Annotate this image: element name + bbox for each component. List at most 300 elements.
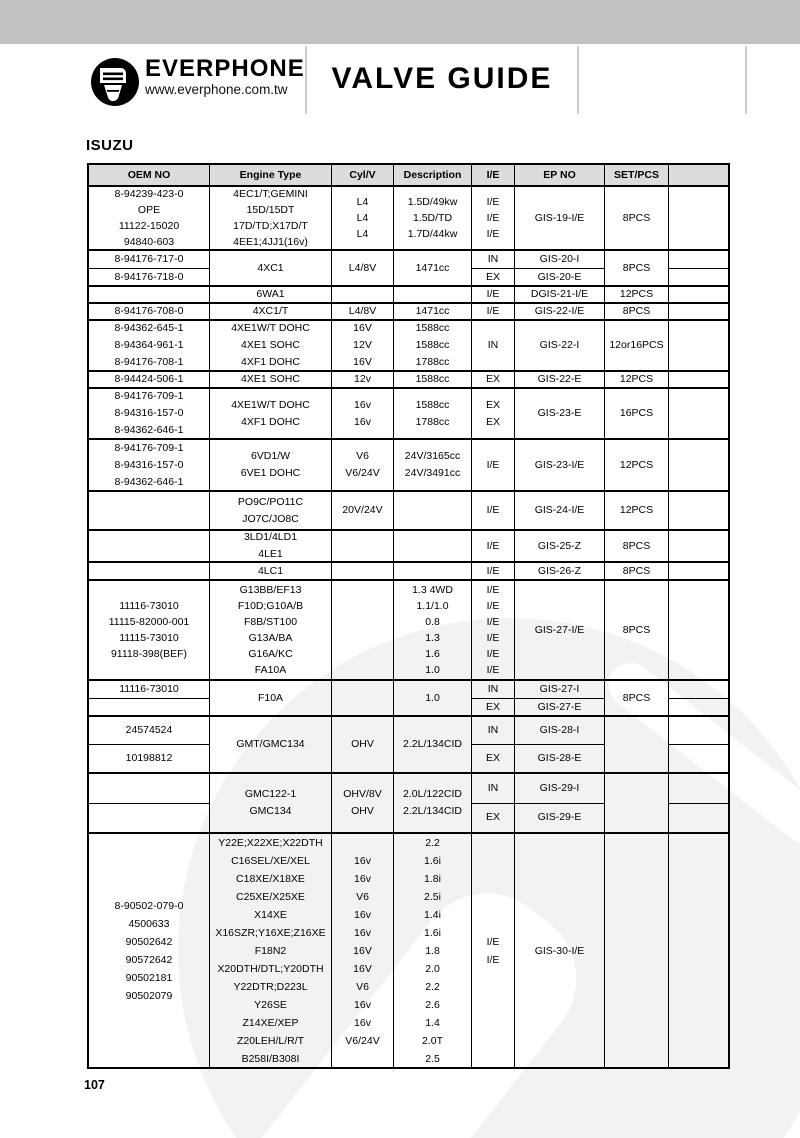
cell-text: 1.5D/TD (412, 212, 453, 224)
table-cell (604, 563, 668, 579)
cell-text: C16SEL/XE/XEL (231, 854, 310, 867)
table-subcell (89, 774, 209, 803)
cell-text: EX (485, 271, 500, 283)
cell-text: 8PCS (622, 212, 651, 224)
cell-text: 16v (354, 872, 371, 885)
table-subcell (669, 681, 728, 698)
cell-text: 2.0 (425, 962, 440, 975)
table-cell (604, 531, 668, 561)
table-cell (393, 563, 471, 579)
table-cell (209, 717, 331, 772)
table-cell (393, 440, 471, 490)
table-cell (89, 563, 209, 579)
cell-text: 16V (353, 944, 372, 957)
column-header: OEM NO (89, 165, 209, 185)
cell-text: OPE (137, 204, 161, 216)
table-cell (514, 717, 604, 772)
cell-text: 1.1/1.0 (416, 600, 449, 612)
table-cell (393, 389, 471, 438)
cell-text: 12PCS (619, 504, 654, 516)
column-header: I/E (471, 165, 514, 185)
cell-text: 11116-73010 (119, 683, 179, 695)
cell-text: 8-94316-157-0 (114, 407, 184, 419)
cell-text: 11122-15020 (118, 220, 180, 232)
table-cell (89, 834, 209, 1067)
cell-text: 16v (354, 398, 371, 411)
table-cell (471, 372, 514, 387)
cell-text: GIS-27-I (539, 683, 580, 695)
table-cell (604, 389, 668, 438)
cell-text: EX (485, 373, 500, 385)
table-row-group (89, 185, 728, 249)
table-subcell (89, 268, 209, 285)
table-subcell (472, 803, 514, 833)
cell-text: 90502642 (125, 935, 173, 948)
table-subcell (515, 803, 604, 833)
table-row-group (89, 561, 728, 579)
cell-text: EX (485, 701, 500, 713)
cell-text: 8-94362-646-1 (114, 424, 184, 436)
table-cell (393, 774, 471, 832)
cell-text: 4LE1 (258, 548, 283, 560)
cell-text: IN (487, 724, 499, 736)
table-cell (331, 287, 393, 302)
table-cell (668, 717, 728, 772)
table-cell (209, 251, 331, 285)
cell-text: 17D/TD;X17D/T (233, 220, 308, 232)
cell-text: F10D;G10A/B (237, 600, 304, 612)
cell-text: Y22DTR;D223L (233, 980, 308, 993)
table-cell (331, 321, 393, 370)
masthead-divider-mid (577, 46, 579, 114)
table-cell (604, 681, 668, 715)
table-subcell (472, 681, 514, 698)
cell-text: 8PCS (622, 539, 651, 552)
table-subcell (89, 698, 209, 715)
cell-text: GIS-29-I (539, 781, 580, 794)
cell-text: GIS-24-I/E (534, 504, 585, 516)
cell-text: 94840-603 (123, 236, 175, 248)
table-cell (89, 187, 209, 249)
cell-text: 16PCS (619, 407, 654, 419)
cell-text: 4XC1/T (252, 305, 289, 317)
top-bar (0, 0, 800, 44)
table-cell (209, 187, 331, 249)
table-cell (393, 834, 471, 1067)
table-cell (514, 389, 604, 438)
table-subcell (89, 251, 209, 268)
table-cell (209, 440, 331, 490)
table-cell (89, 251, 209, 285)
table-cell (89, 321, 209, 370)
table-cell (89, 304, 209, 319)
table-cell (331, 531, 393, 561)
cell-text: OHV (351, 738, 374, 750)
table-cell (393, 492, 471, 529)
cell-text: X20DTH/DTL;Y20DTH (217, 962, 324, 975)
table-cell (668, 834, 728, 1067)
cell-text: I/E (486, 228, 500, 240)
table-cell (471, 531, 514, 561)
table-cell (89, 581, 209, 679)
table-cell (471, 304, 514, 319)
table-cell (209, 287, 331, 302)
cell-text (361, 1050, 364, 1068)
column-header: Engine Type (209, 165, 331, 185)
cell-text: C18XE/X18XE (236, 872, 305, 885)
cell-text: I/E (486, 539, 500, 552)
cell-text: 16V (353, 356, 372, 368)
cell-text: OHV/8V (343, 788, 382, 800)
column-header: Description (393, 165, 471, 185)
brand-block (145, 56, 305, 98)
cell-text: I/E (486, 504, 500, 516)
table-subcell (89, 681, 209, 698)
cell-text: I/E (486, 632, 500, 644)
cell-text: B258I/B308I (241, 1052, 300, 1065)
cell-text: EX (485, 398, 500, 411)
table-cell (514, 774, 604, 832)
table-cell (209, 321, 331, 370)
cell-text: X16SZR;Y16XE;Z16XE (215, 926, 326, 939)
table-cell (89, 440, 209, 490)
table-subcell (515, 268, 604, 285)
cell-text: 2.0T (421, 1034, 443, 1047)
table-cell (471, 251, 514, 285)
cell-text: GIS-22-E (537, 373, 582, 385)
table-subcell (515, 681, 604, 698)
cell-text: 16v (354, 1016, 371, 1029)
table-cell (331, 187, 393, 249)
table-cell (209, 681, 331, 715)
cell-text: 8-94176-708-1 (114, 356, 184, 368)
column-header (668, 165, 728, 185)
cell-text: 8-94424-506-1 (114, 373, 184, 385)
cell-text: JO7C/JO8C (242, 512, 299, 525)
table-cell (393, 681, 471, 715)
cell-text: 1471cc (415, 261, 450, 274)
cell-text: 4XF1 DOHC (241, 356, 300, 368)
cell-text: I/E (486, 648, 500, 660)
table-cell (668, 304, 728, 319)
table-cell (668, 581, 728, 679)
everphone-logo-icon (90, 57, 140, 107)
cell-text: 16V (353, 322, 372, 334)
cell-text: GMC122-1 (244, 788, 297, 800)
cell-text: 2.2 (425, 980, 440, 993)
cell-text: F8B/ST100 (243, 616, 298, 628)
cell-text: OHV (351, 805, 374, 817)
table-cell (668, 563, 728, 579)
cell-text: 8PCS (622, 305, 651, 317)
table-subcell (669, 268, 728, 286)
cell-text: I/E (486, 664, 500, 676)
cell-text: I/E (486, 564, 500, 577)
cell-text: GIS-28-E (537, 752, 582, 764)
cell-text: 16V (353, 962, 372, 975)
table-cell (331, 492, 393, 529)
table-subcell (472, 698, 514, 715)
table-cell (604, 372, 668, 387)
cell-text: IN (487, 253, 499, 265)
table-cell (89, 681, 209, 715)
cell-text: 4XE1W/T DOHC (231, 322, 310, 334)
cell-text: G16A/KC (248, 648, 293, 660)
table-cell (514, 440, 604, 490)
table-cell (393, 187, 471, 249)
page-title: VALVE GUIDE (331, 62, 553, 95)
cell-text: I/E (486, 196, 500, 208)
cell-text: V6/24V (345, 467, 380, 479)
cell-text: 4EC1/T;GEMINI (233, 188, 308, 200)
cell-text: 8-94176-709-1 (114, 390, 184, 402)
table-cell (89, 774, 209, 832)
table-cell (604, 321, 668, 370)
page-number: 107 (84, 1078, 105, 1092)
table-cell (514, 492, 604, 529)
cell-text: 16v (354, 854, 371, 867)
cell-text: 8-94176-718-0 (114, 271, 184, 283)
cell-text: 10198812 (125, 752, 173, 764)
cell-text: 1.4 (425, 1016, 440, 1029)
table-cell (514, 581, 604, 679)
cell-text: I/E (486, 935, 500, 948)
table-cell (209, 563, 331, 579)
table-cell (331, 440, 393, 490)
cell-text: 16v (354, 415, 371, 428)
table-cell (514, 287, 604, 302)
cell-text: GIS-27-I/E (534, 624, 585, 636)
cell-text: 1.5D/49kw (407, 196, 458, 208)
cell-text: GIS-30-I/E (534, 944, 585, 957)
cell-text: 12PCS (619, 373, 654, 385)
cell-text: GIS-23-E (537, 407, 582, 419)
cell-text: GIS-29-E (537, 811, 582, 824)
table-row-group (89, 302, 728, 319)
cell-text: 11116-73010 (119, 600, 179, 612)
table-cell (393, 581, 471, 679)
cell-text: Z14XE/XEP (242, 1016, 299, 1029)
cell-text: 16v (354, 926, 371, 939)
table-subcell (472, 717, 514, 744)
cell-text: 8-90502-079-0 (114, 899, 184, 912)
table-subcell (669, 698, 728, 716)
table-subcell (89, 803, 209, 833)
table-cell (514, 834, 604, 1067)
cell-text: 1588cc (415, 398, 450, 411)
cell-text: I/E (486, 600, 500, 612)
cell-text: 8-94176-708-0 (114, 305, 184, 317)
cell-text: DGIS-21-I/E (530, 288, 589, 300)
cell-text: 1588cc (415, 373, 450, 385)
table-subcell (515, 698, 604, 715)
table-cell (393, 372, 471, 387)
cell-text: 1788cc (415, 415, 450, 428)
table-row-group (89, 387, 728, 438)
table-cell (331, 304, 393, 319)
column-header: EP NO (514, 165, 604, 185)
cell-text: GMC134 (249, 805, 292, 817)
cell-text: 24V/3491cc (404, 467, 461, 479)
table-cell (393, 717, 471, 772)
table-subcell (515, 744, 604, 772)
cell-text: EX (485, 415, 500, 428)
table-cell (471, 774, 514, 832)
table-cell (668, 774, 728, 832)
table-cell (471, 834, 514, 1067)
table-cell (331, 251, 393, 285)
cell-text: 8-94176-709-1 (114, 441, 184, 454)
table-cell (514, 304, 604, 319)
table-cell (209, 304, 331, 319)
cell-text: 4XE1 SOHC (241, 373, 300, 385)
table-subcell (472, 268, 514, 285)
cell-text: 8PCS (622, 691, 651, 704)
table-cell (604, 717, 668, 772)
table-subcell (472, 774, 514, 803)
table-cell (668, 531, 728, 561)
cell-text: 8-94362-645-1 (114, 322, 184, 334)
cell-text: 8-94362-646-1 (114, 475, 184, 488)
cell-text: I/E (486, 212, 500, 224)
cell-text: IN (487, 781, 499, 794)
cell-text: GIS-28-I (539, 724, 580, 736)
cell-text: 4XE1W/T DOHC (231, 398, 310, 411)
cell-text: 12v (354, 373, 371, 385)
cell-text: L4 (356, 212, 369, 224)
cell-text: 2.5i (424, 890, 441, 903)
table-cell (514, 531, 604, 561)
cell-text: 12PCS (619, 458, 654, 471)
table-subcell (472, 744, 514, 772)
table-subcell (89, 717, 209, 744)
cell-text: I/E (486, 953, 500, 966)
valve-guide-table (87, 163, 730, 1069)
table-cell (514, 321, 604, 370)
table-row-group (89, 715, 728, 772)
cell-text: L4 (356, 196, 369, 208)
cell-text: GIS-23-I/E (534, 458, 585, 471)
cell-text: 24V/3165cc (404, 450, 461, 462)
cell-text: 1.6 (425, 648, 440, 660)
table-cell (89, 531, 209, 561)
cell-text: V6/24V (345, 1034, 380, 1047)
cell-text: EX (485, 811, 500, 824)
table-cell (331, 563, 393, 579)
cell-text: 91118-398(BEF) (110, 648, 188, 660)
table-subcell (515, 717, 604, 744)
column-header: Cyl/V (331, 165, 393, 185)
table-cell (668, 187, 728, 249)
cell-text: 4LC1 (257, 564, 284, 577)
cell-text: GIS-27-E (537, 701, 582, 713)
table-cell (471, 187, 514, 249)
cell-text: G13A/BA (248, 632, 293, 644)
brand-name: EVERPHONE (145, 55, 305, 82)
cell-text: 16v (354, 908, 371, 921)
table-cell (604, 304, 668, 319)
table-cell (514, 563, 604, 579)
cell-text: 15D/15DT (246, 204, 295, 216)
cell-text: GIS-20-E (537, 271, 582, 283)
cell-text: 12PCS (619, 288, 654, 300)
cell-text: 1.6i (424, 926, 441, 939)
cell-text: 1.0 (425, 664, 440, 676)
table-cell (209, 834, 331, 1067)
table-cell (604, 581, 668, 679)
cell-text: 1.3 (425, 632, 440, 644)
table-cell (604, 251, 668, 285)
cell-text: G13BB/EF13 (239, 584, 302, 596)
cell-text: 90502079 (125, 989, 173, 1002)
cell-text: 8-94239-423-0 (114, 188, 184, 200)
table-subcell (669, 803, 728, 833)
table-subcell (669, 744, 728, 772)
table-cell (471, 440, 514, 490)
table-subcell (515, 774, 604, 803)
table-cell (471, 389, 514, 438)
table-cell (209, 492, 331, 529)
cell-text: PO9C/PO11C (237, 495, 304, 508)
cell-text: V6 (356, 450, 369, 462)
cell-text: 90502181 (125, 971, 173, 984)
cell-text: 8-94316-157-0 (114, 458, 184, 471)
table-cell (393, 304, 471, 319)
cell-text: Z20LEH/L/R/T (236, 1034, 305, 1047)
table-row-group (89, 579, 728, 679)
table-subcell (515, 251, 604, 268)
table-cell (604, 834, 668, 1067)
cell-text: L4/8V (348, 261, 377, 274)
table-subcell (89, 744, 209, 772)
table-cell (393, 287, 471, 302)
cell-text: 4XC1 (257, 261, 284, 274)
table-cell (604, 774, 668, 832)
brand-website: www.everphone.com.tw (145, 82, 288, 97)
cell-text: V6 (356, 890, 369, 903)
table-row-group (89, 832, 728, 1067)
cell-text: 4EE1;4JJ1(16v) (233, 236, 308, 248)
table-cell (331, 834, 393, 1067)
table-cell (89, 717, 209, 772)
cell-text: 3LD1/4LD1 (243, 531, 298, 543)
cell-text: I/E (486, 305, 500, 317)
table-cell (209, 774, 331, 832)
table-cell (209, 531, 331, 561)
cell-text: F10A (257, 691, 284, 704)
table-row-group (89, 490, 728, 529)
cell-text: GMT/GMC134 (236, 738, 305, 750)
cell-text: GIS-26-Z (537, 564, 582, 577)
table-cell (393, 531, 471, 561)
cell-text: I/E (486, 584, 500, 596)
table-cell (209, 372, 331, 387)
table-row-group (89, 249, 728, 285)
table-cell (668, 440, 728, 490)
cell-text: 1788cc (415, 356, 450, 368)
cell-text: 8PCS (622, 624, 651, 636)
cell-text: 4500633 (128, 917, 170, 930)
table-cell (393, 251, 471, 285)
table-cell (331, 717, 393, 772)
cell-text: 1.4i (424, 908, 441, 921)
table-cell (514, 681, 604, 715)
table-cell (89, 389, 209, 438)
cell-text: 2.6 (425, 998, 440, 1011)
table-cell (514, 372, 604, 387)
table-cell (331, 581, 393, 679)
table-cell (514, 187, 604, 249)
